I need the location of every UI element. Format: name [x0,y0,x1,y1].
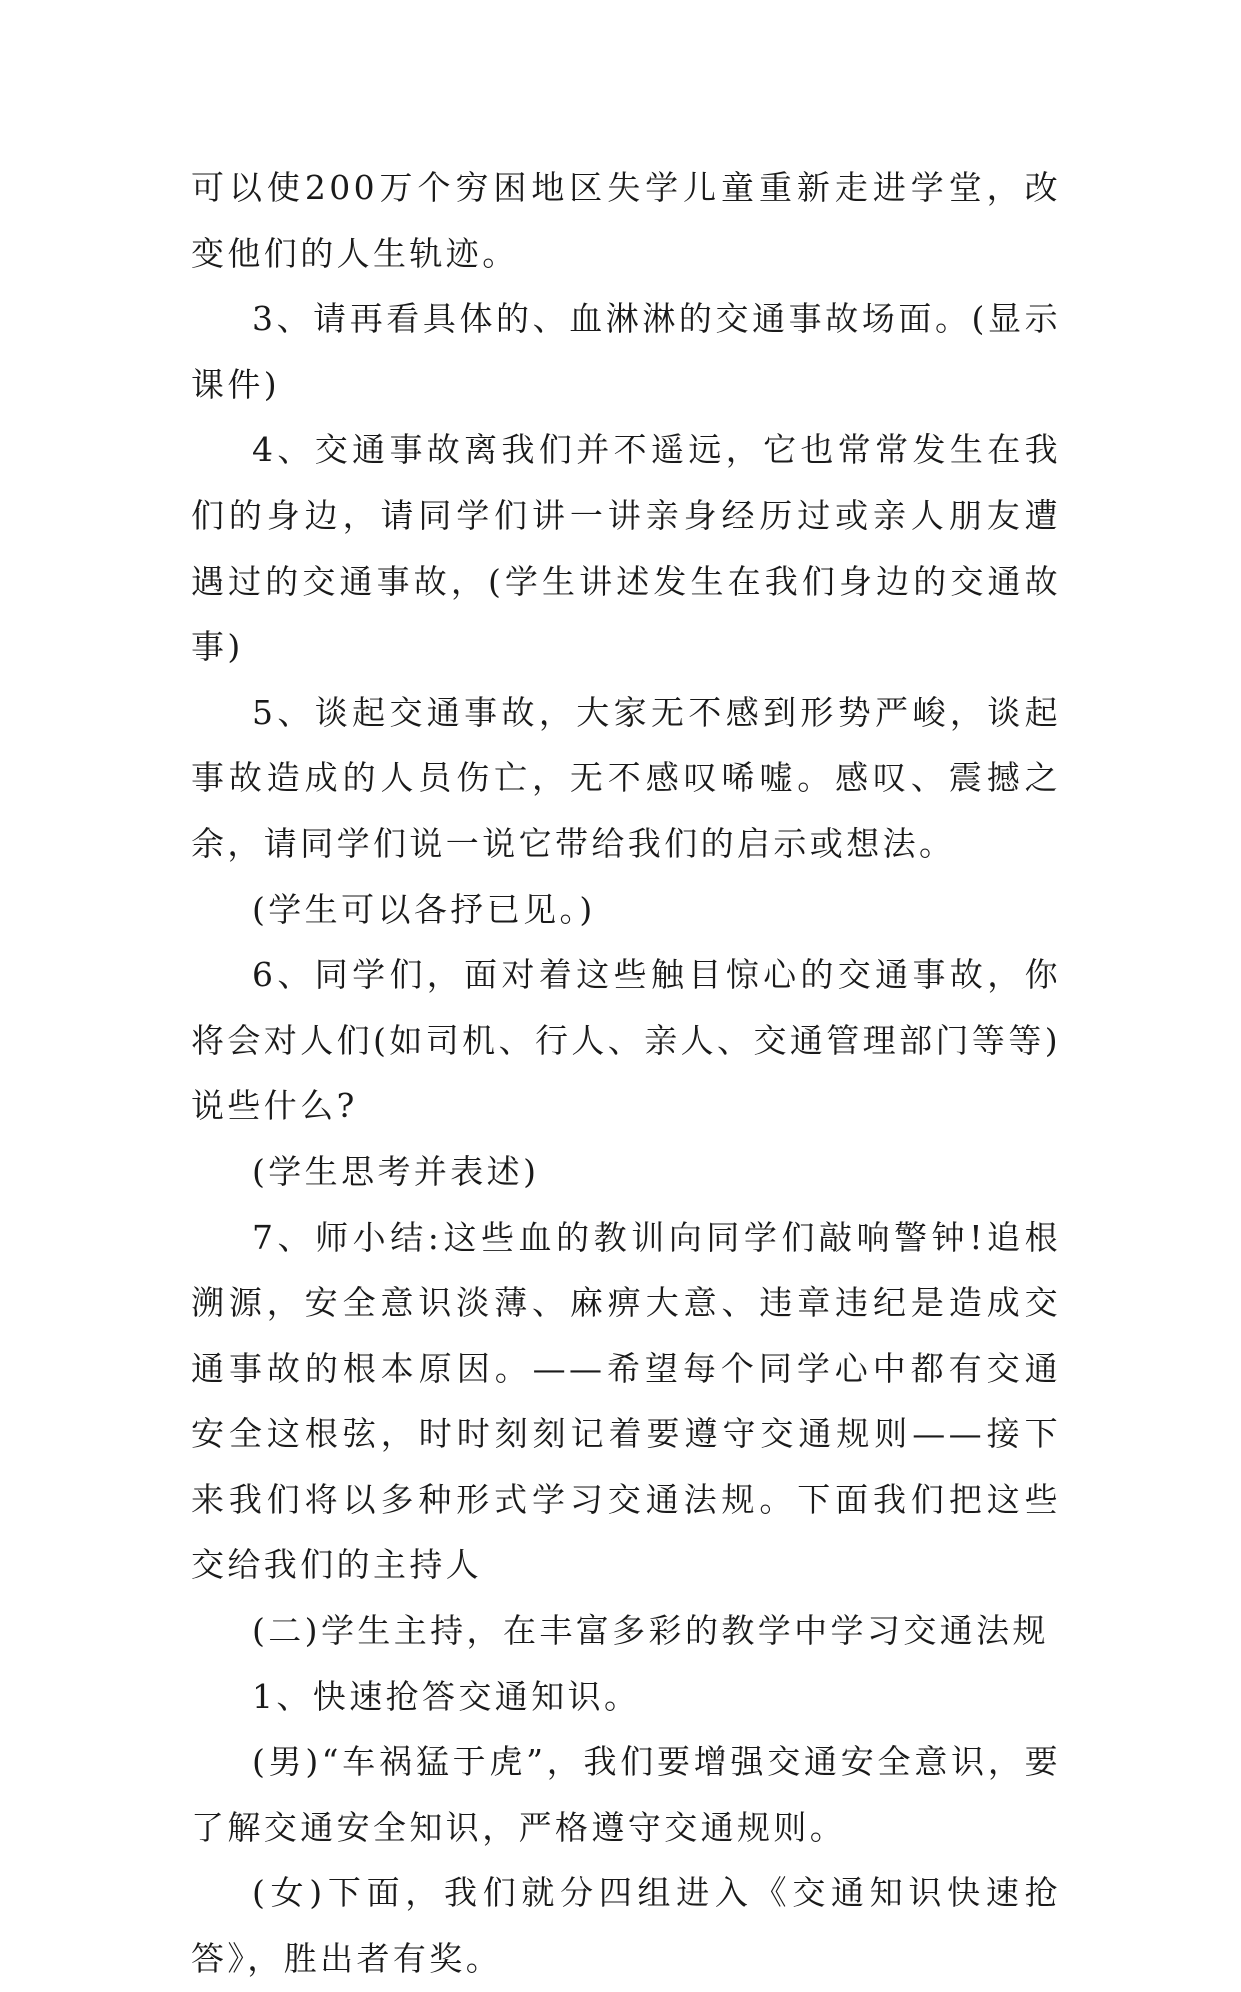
paragraph-student-opinion: (学生可以各抒已见。) [252,889,596,929]
paragraph-quiz-item-1: 1、快速抢答交通知识。 [252,1676,641,1716]
paragraph-section-2: (二)学生主持，在丰富多彩的教学中学习交通法规 [252,1611,1049,1651]
paragraph-item-5: 5、谈起交通事故，大家无不感到形势严峻，谈起事故造成的人员伤亡，无不感叹唏嘘。感叹、震撼之余，请同学们说一说它带给我们的启示或想法。 [191,692,1061,863]
paragraph-item-3: 3、请再看具体的、血淋淋的交通事故场面。(显示课件) [191,299,1061,404]
paragraph-item-4: 4、交通事故离我们并不遥远，它也常常发生在我们的身边，请同学们讲一讲亲身经历过或亲人朋友遭遇过的交通事故，(学生讲述发生在我们身边的交通故事) [191,430,1061,667]
paragraph-male-host: (男)“车祸猛于虎”，我们要增强交通安全意识，要了解交通安全知识，严格遵守交通规则。 [191,1742,1061,1847]
paragraph-female-host: (女)下面，我们就分四组进入《交通知识快速抢答》，胜出者有奖。 [191,1873,1061,1979]
document-body [191,155,1061,1992]
paragraph-item-7: 7、师小结:这些血的教训向同学们敲响警钟!追根溯源，安全意识淡薄、麻痹大意、违章违纪是造成交通事故的根本原因。——希望每个同学心中都有交通安全这根弦，时时刻刻记着要遵守交通规则——接下来我们将以多种形式学习交通法规。下面我们把这些交给我们的主持人 [191,1217,1061,1585]
paragraph-student-think: (学生思考并表述) [252,1151,540,1191]
paragraph-item-6: 6、同学们，面对着这些触目惊心的交通事故，你将会对人们(如司机、行人、亲人、交通管理部门等等)说些什么? [191,955,1061,1126]
paragraph-continuation: 可以使200万个穷困地区失学儿童重新走进学堂，改变他们的人生轨迹。 [191,168,1061,273]
